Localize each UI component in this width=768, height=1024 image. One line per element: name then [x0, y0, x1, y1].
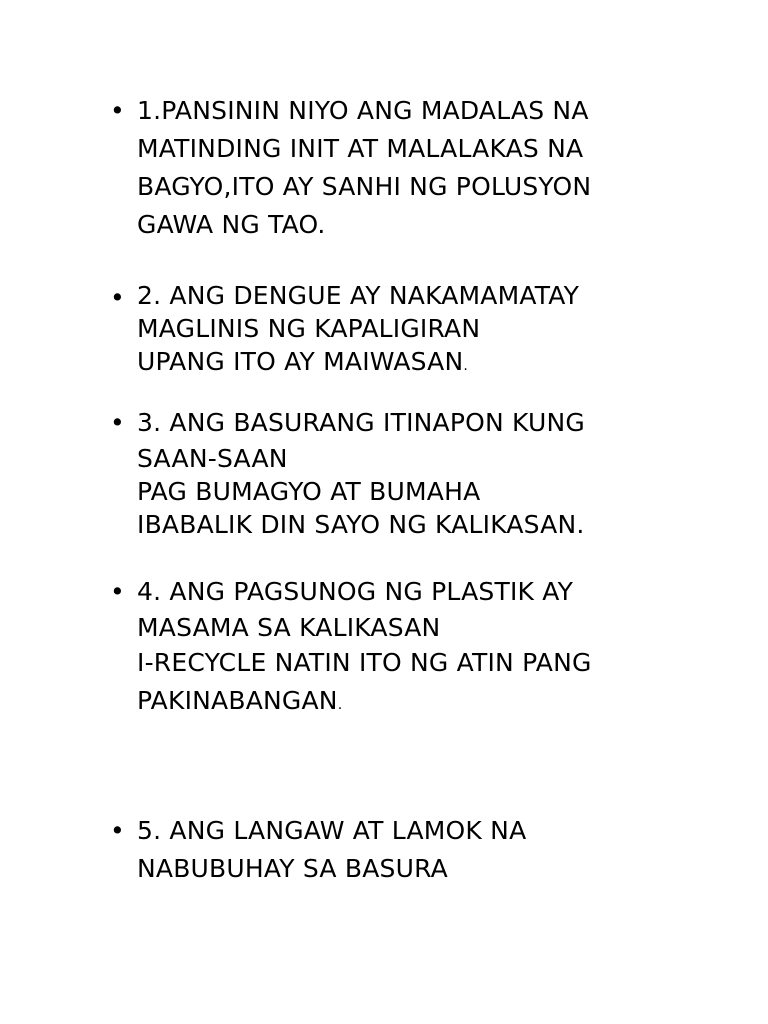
bullet-glyph: •: [110, 408, 125, 437]
item-line-text: UPANG ITO AY MAIWASAN: [137, 347, 464, 376]
item-line: MATINDING INIT AT MALALAKAS NA: [137, 134, 584, 163]
item-line: IBABALIK DIN SAYO NG KALIKASAN.: [137, 510, 585, 539]
item-line: I-RECYCLE NATIN ITO NG ATIN PANG: [137, 648, 592, 677]
item-line: NABUBUHAY SA BASURA: [137, 854, 448, 883]
item-line: 1.PANSININ NIYO ANG MADALAS NA: [137, 96, 589, 125]
item-line: MAGLINIS NG KAPALIGIRAN: [137, 314, 481, 343]
bullet-glyph: •: [110, 96, 125, 125]
item-line: BAGYO,ITO AY SANHI NG POLUSYON: [137, 172, 592, 201]
item-line: GAWA NG TAO.: [137, 210, 326, 239]
item-line-period: .: [463, 358, 469, 374]
bullet-glyph: •: [110, 283, 125, 312]
item-line: [137, 682, 667, 720]
bullet-glyph: •: [110, 577, 125, 606]
bullet-glyph: •: [110, 816, 125, 845]
bullet-icon: [110, 812, 130, 850]
bullet-icon: [110, 279, 130, 317]
bullet-icon: [110, 92, 130, 130]
list-item-text: [137, 573, 667, 720]
list-item-text: [137, 812, 667, 888]
list-item-text: [137, 92, 667, 244]
item-line: SAAN-SAAN: [137, 444, 288, 473]
item-line: 4. ANG PAGSUNOG NG PLASTIK AY: [137, 577, 574, 606]
item-line: 3. ANG BASURANG ITINAPON KUNG: [137, 408, 585, 437]
item-line: PAG BUMAGYO AT BUMAHA: [137, 477, 481, 506]
item-line: MASAMA SA KALIKASAN: [137, 613, 441, 642]
item-line: 2. ANG DENGUE AY NAKAMAMATAY: [137, 281, 580, 310]
item-line: 5. ANG LANGAW AT LAMOK NA: [137, 816, 527, 845]
list-item-text: [137, 279, 667, 378]
item-line: [137, 345, 667, 378]
item-line-period: .: [337, 697, 343, 713]
bullet-icon: [110, 573, 130, 611]
item-line-text: PAKINABANGAN: [137, 686, 338, 715]
bullet-icon: [110, 404, 130, 442]
list-item-text: [137, 404, 667, 541]
